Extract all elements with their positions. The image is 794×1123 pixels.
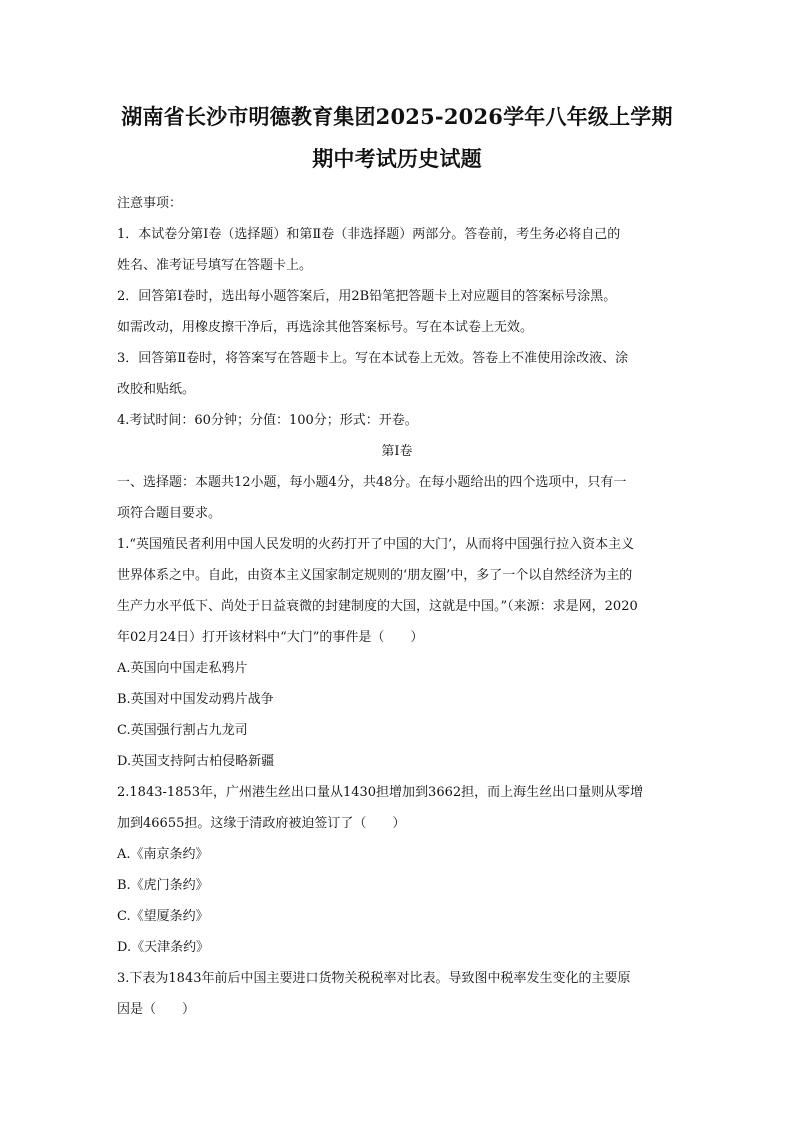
section-label: 第Ⅰ卷 — [381, 444, 413, 459]
question-1-stem: 年02月24日）打开该材料中“大门”的事件是（ ） — [117, 630, 424, 645]
question-2-option-b: B.《虎门条约》 — [117, 878, 209, 893]
notice-line: 2．回答第Ⅰ卷时，选出每小题答案后，用2B铅笔把答题卡上对应题目的答案标号涂黑。 — [117, 289, 617, 304]
question-2-option-a: A.《南京条约》 — [117, 847, 209, 862]
exam-page — [117, 96, 677, 1025]
notice-line: 姓名、准考证号填写在答题卡上。 — [117, 258, 313, 273]
question-1-stem: 1.“英国殖民者利用中国人民发明的火药打开了中国的大门’，从而将中国强行拉入资本主义 — [117, 537, 635, 552]
question-1-option-c: C.英国强行割占九龙司 — [117, 723, 248, 738]
question-3-stem: 因是（ ） — [117, 1002, 196, 1017]
question-3-stem: 3.下表为1843年前后中国主要进口货物关税税率对比表。导致图中税率发生变化的主要原 — [117, 971, 631, 986]
question-1-stem: 世界体系之中。自此，由资本主义国家制定规则的‘朋友圈’中，多了一个以自然经济为主的 — [117, 568, 633, 583]
notice-line: 4.考试时间：60分钟；分值：100分；形式：开卷。 — [117, 413, 418, 428]
question-2-option-d: D.《天津条约》 — [117, 940, 210, 955]
exam-title — [117, 96, 677, 180]
title-line-2: 期中考试历史试题 — [312, 146, 482, 171]
question-2-stem: 2.1843-1853年，广州港生丝出口量从1430担增加到3662担，而上海生丝出口量则从零增 — [117, 785, 644, 800]
notice-line: 3．回答第Ⅱ卷时，将答案写在答题卡上。写在本试卷上无效。答卷上不准使用涂改液、涂 — [117, 351, 629, 366]
question-1-option-d: D.英国支持阿古柏侵略新疆 — [117, 754, 275, 769]
question-2-stem: 加到46655担。这缘于清政府被迫签订了（ ） — [117, 816, 406, 831]
notice-line: 改胶和贴纸。 — [117, 382, 196, 397]
notice-line: 如需改动，用橡皮擦干净后，再选涂其他答案标号。写在本试卷上无效。 — [117, 320, 534, 335]
exam-body — [117, 188, 677, 1025]
part-intro-line: 项符合题目要求。 — [117, 506, 222, 521]
question-1-option-b: B.英国对中国发动鸦片战争 — [117, 692, 274, 707]
question-1-option-a: A.英国向中国走私鸦片 — [117, 661, 248, 676]
question-2-option-c: C.《望厦条约》 — [117, 909, 209, 924]
part-intro-line: 一、选择题：本题共12小题，每小题4分，共48分。在每小题给出的四个选项中，只有一 — [117, 475, 627, 490]
notice-line: 1．本试卷分第Ⅰ卷（选择题）和第Ⅱ卷（非选择题）两部分。答卷前，考生务必将自己的 — [117, 227, 621, 242]
title-line-1: 湖南省长沙市明德教育集团2025-2026学年八年级上学期 — [121, 104, 673, 129]
notice-heading: 注意事项： — [117, 196, 183, 211]
question-1-stem: 生产力水平低下、尚处于日益衰微的封建制度的大国，这就是中国。”（来源：求是网，2020 — [117, 599, 638, 614]
